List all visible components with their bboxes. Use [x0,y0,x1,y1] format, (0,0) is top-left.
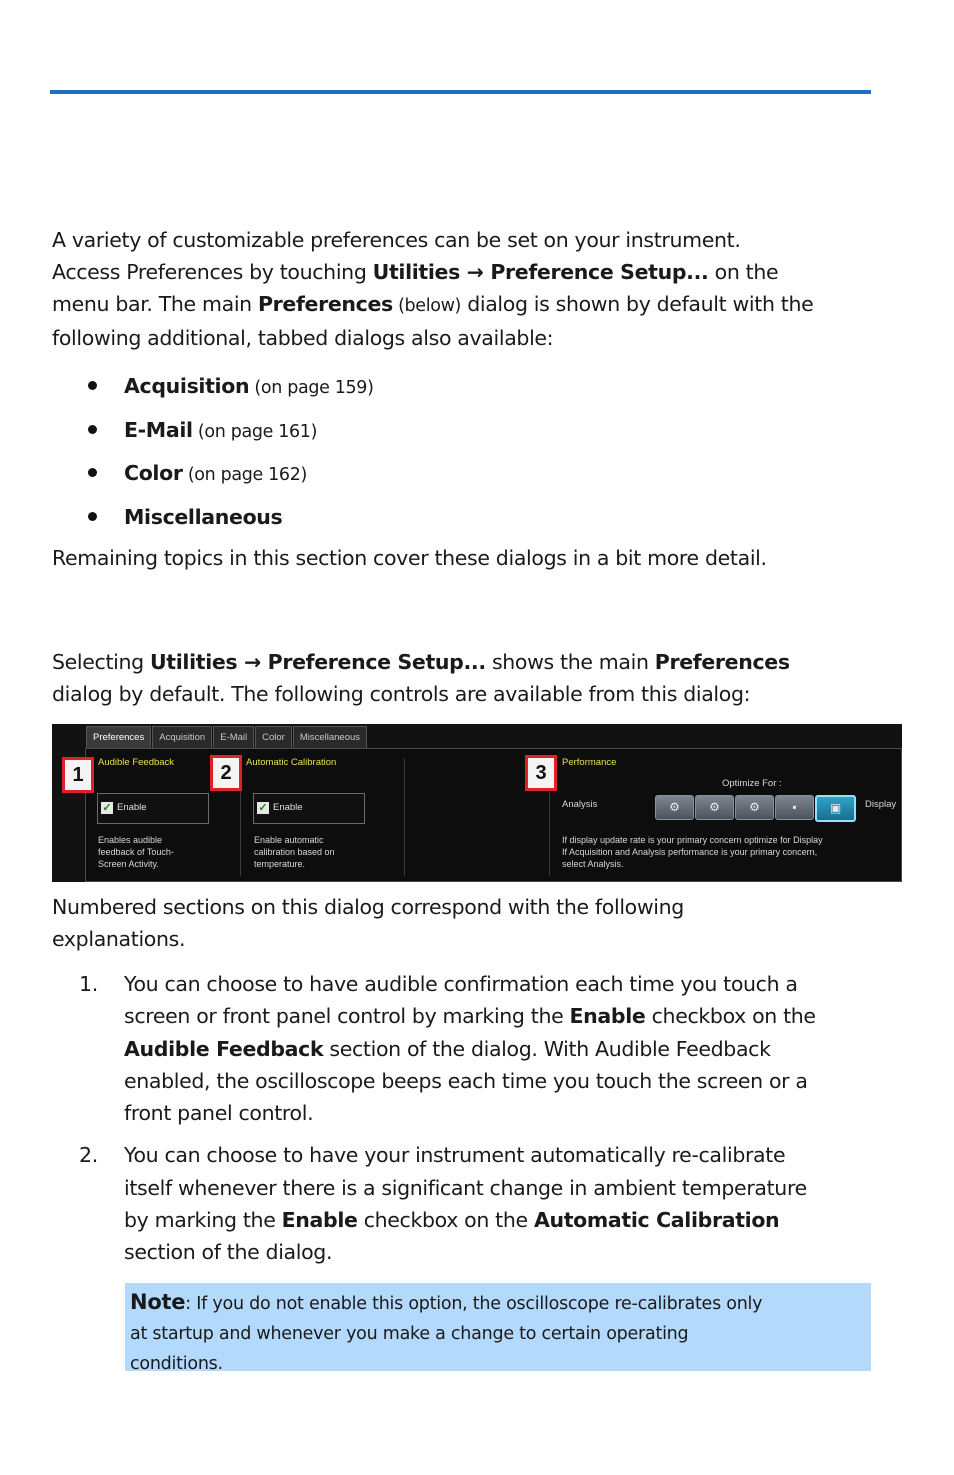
audible-feedback-title: Audible Feedback [98,757,175,768]
enable-label: Enable [273,802,303,813]
automatic-calibration-term: Automatic Calibration [533,1208,780,1233]
tab-dialog-list [52,368,374,542]
intro-line-4: following additional, tabbed dialogs also available: [52,326,554,350]
desc-line: If Acquisition and Analysis performance is your primary concern, [562,847,818,857]
tab-miscellaneous[interactable]: Miscellaneous [293,726,367,748]
item-line: front panel control. [124,1101,314,1126]
note-line: conditions. [130,1354,223,1374]
intro-line-1: A variety of customizable preferences can be set on your instrument. [52,228,741,252]
desc-line: If display update rate is your primary concern optimize for Display [562,835,823,845]
autocal-description [254,834,335,870]
tab-preferences[interactable]: Preferences [86,726,151,748]
menu-path: Utilities → Preference Setup... [372,260,709,284]
explanation-item-2 [52,1139,872,1268]
audible-description [98,834,174,870]
desc-line: feedback of Touch- [98,847,174,857]
list-item-acquisition [52,368,374,412]
note-line: : If you do not enable this option, the oscilloscope re-calibrates only [185,1294,763,1314]
below-link[interactable]: (below) [392,296,462,316]
tab-email[interactable]: E-Mail [213,726,254,748]
item-line: You can choose to have your instrument automatically re-calibrate [124,1143,786,1168]
preferences-term-2: Preferences [654,650,790,674]
audible-enable-checkbox[interactable] [97,793,209,824]
callout-badge-2: 2 [210,755,242,791]
selecting-line-2: dialog by default. The following controls are available from this dialog: [52,682,751,706]
intro-line-3-end: dialog is shown by default with the [461,292,814,316]
automatic-calibration-title: Automatic Calibration [246,757,337,768]
enable-term: Enable [569,1004,646,1029]
item-number: 2. [79,1143,98,1168]
preferences-dialog-screenshot [52,724,902,882]
performance-title: Performance [562,757,617,768]
enable-term: Enable [281,1208,358,1233]
autocal-enable-checkbox[interactable] [253,793,365,824]
item-line: by marking the [124,1208,282,1233]
optimize-display-max-button[interactable]: ▣ [815,795,856,822]
selecting-paragraph [52,646,790,710]
item-line: checkbox on the [645,1004,816,1029]
callout-badge-1: 1 [62,757,94,793]
list-item-color [52,455,374,499]
item-number: 1. [79,972,98,996]
bullet-acquisition: Acquisition [124,374,250,398]
optimize-balanced-button[interactable]: ⚙ [735,795,774,820]
numbered-intro-line-1: Numbered sections on this dialog correspond with the following [52,895,684,919]
section-divider [404,758,405,876]
performance-description [562,834,823,870]
page-ref-email[interactable]: (on page 161) [192,421,318,442]
analysis-label: Analysis [562,799,598,810]
intro-line-2-start: Access Preferences by touching [52,260,373,284]
explanations-list [52,968,872,1279]
callout-badge-3: 3 [525,755,557,791]
enable-label: Enable [117,802,147,813]
desc-line: Screen Activity. [98,859,159,869]
optimize-analysis-button[interactable]: ⚙ [695,795,734,820]
item-line: You can choose to have audible confirmation each time you touch a [124,972,798,996]
dialog-tabs [86,726,368,748]
bullet-color: Color [124,461,183,485]
desc-line: select Analysis. [562,859,624,869]
tab-color[interactable]: Color [255,726,292,748]
bullet-email: E-Mail [124,417,193,442]
item-line: enabled, the oscilloscope beeps each time you touch the screen or a [124,1068,808,1093]
optimize-display-button[interactable]: ▪ [775,795,814,820]
item-line: section of the dialog. With Audible Feedback [323,1036,771,1061]
checkmark-icon: ✓ [258,802,268,814]
selecting-line-1-start: Selecting [52,650,150,674]
note-line: at startup and whenever you make a change to certain operating [130,1324,689,1344]
note-label: Note [130,1290,186,1314]
desc-line: Enable automatic [254,835,324,845]
intro-line-2-end: on the [708,260,779,284]
item-line: section of the dialog. [124,1240,333,1265]
optimize-analysis-max-button[interactable]: ⚙ [655,795,694,820]
desc-line: calibration based on [254,847,335,857]
list-item-miscellaneous [52,499,374,543]
display-label: Display [865,799,897,810]
numbered-intro [52,891,684,955]
desc-line: Enables audible [98,835,163,845]
optimize-for-label: Optimize For : [722,778,782,789]
header-rule [50,90,871,94]
desc-line: temperature. [254,859,306,869]
tab-acquisition[interactable]: Acquisition [152,726,212,748]
checkmark-icon: ✓ [102,802,112,814]
page-ref-acquisition[interactable]: (on page 159) [249,378,374,398]
audible-feedback-term: Audible Feedback [124,1036,324,1061]
item-line: checkbox on the [357,1208,534,1233]
selecting-line-1-mid: shows the main [485,650,655,674]
explanation-item-1 [52,968,872,1129]
list-item-email [52,412,374,456]
intro-line-3-start: menu bar. The main [52,292,258,316]
menu-path-2: Utilities → Preference Setup... [149,650,486,674]
preferences-term: Preferences [257,292,393,316]
intro-paragraph [52,224,813,354]
bullet-miscellaneous: Miscellaneous [124,504,283,529]
page-ref-color[interactable]: (on page 162) [182,465,307,485]
numbered-intro-line-2: explanations. [52,927,186,951]
item-line: screen or front panel control by marking the [124,1004,570,1029]
item-line: itself whenever there is a significant change in ambient temperature [124,1175,807,1200]
note-box [125,1283,871,1374]
remaining-text: Remaining topics in this section cover these dialogs in a bit more detail. [52,546,767,570]
